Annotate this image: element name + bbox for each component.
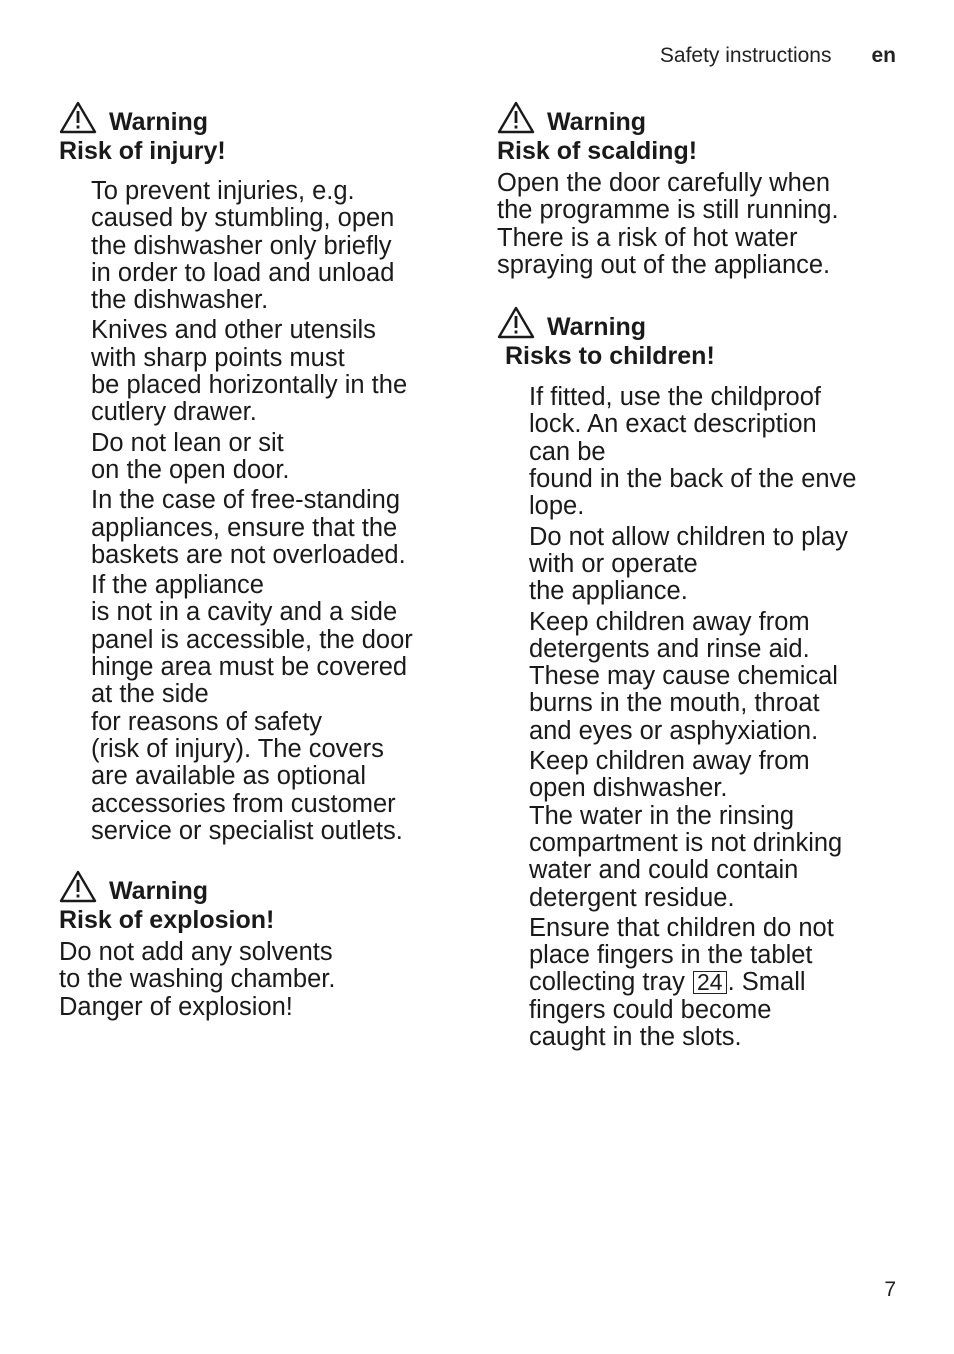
text-line: If fitted, use the childproof — [529, 383, 822, 412]
list-item — [91, 178, 459, 314]
risk-of-scalding-title: Risk of scalding! — [497, 137, 698, 165]
warning-triangle-icon — [59, 101, 97, 134]
language-code: en — [871, 44, 896, 67]
risk-of-injury-title: Risk of injury! — [59, 137, 226, 165]
text-line: (risk of injury). The covers — [91, 734, 384, 763]
text-line: Do not lean or sit — [91, 428, 284, 457]
warning-heading — [497, 98, 917, 134]
text-line: There is a risk of hot water — [497, 223, 798, 252]
list-item — [91, 487, 459, 569]
list-item — [91, 317, 459, 426]
text-line: Danger of explosion! — [59, 992, 293, 1021]
text-line: open dishwasher. — [529, 774, 728, 803]
text-line: with sharp points must — [91, 343, 345, 372]
text-line: accessories from customer — [91, 789, 396, 818]
children-instructions — [497, 384, 917, 1051]
text-line: burns in the mouth, throat — [529, 689, 820, 718]
text-line: with or operate — [529, 549, 698, 578]
text-line: Knives and other utensils — [91, 316, 376, 345]
text-line: the appliance. — [529, 577, 688, 606]
text-fragment: collecting tray — [529, 968, 692, 997]
text-fragment: . Small — [727, 968, 806, 997]
children-warning-block — [497, 303, 917, 1051]
text-line: In the case of free-standing — [91, 486, 401, 515]
text-line: can be — [529, 437, 606, 466]
text-line: on the open door. — [91, 455, 290, 484]
right-column — [497, 98, 917, 1054]
risks-to-children-title: Risks to children! — [505, 342, 715, 371]
warning-heading — [59, 867, 459, 906]
warning-label: Warning — [109, 108, 209, 136]
text-line: place fingers in the tablet — [529, 941, 813, 970]
text-line: To prevent injuries, e.g. — [91, 177, 355, 205]
left-column — [59, 98, 459, 1021]
page-number: 7 — [884, 1278, 896, 1301]
warning-triangle-icon — [59, 870, 97, 903]
text-line: be placed horizontally in the — [91, 371, 408, 400]
warning-heading — [497, 303, 917, 342]
list-item — [91, 572, 459, 845]
text-line: compartment is not drinking — [529, 828, 843, 857]
text-line: Keep children away from — [529, 607, 810, 636]
explosion-warning-block — [59, 867, 459, 1021]
text-line: the dishwasher. — [91, 286, 269, 315]
text-line: lock. An exact description — [529, 410, 817, 439]
text-line: Ensure that children do not — [529, 913, 834, 942]
text-line: the programme is still running. — [497, 196, 839, 225]
text-line: and eyes or asphyxiation. — [529, 716, 819, 745]
text-line: The water in the rinsing — [529, 801, 795, 830]
warning-triangle-icon — [497, 306, 535, 339]
warning-label: Warning — [547, 313, 647, 342]
text-line — [529, 969, 917, 996]
list-item — [529, 384, 917, 520]
text-line: to the washing chamber. — [59, 965, 336, 994]
text-line: Do not allow children to play — [529, 522, 848, 551]
text-line: water and could contain — [529, 856, 799, 885]
text-line: lope. — [529, 492, 585, 521]
text-line: at the side — [91, 680, 209, 709]
text-line: detergents and rinse aid. — [529, 634, 810, 663]
warning-triangle-icon — [497, 101, 535, 134]
text-line: hinge area must be covered — [91, 653, 408, 682]
text-line: is not in a cavity and a side — [91, 598, 398, 627]
warning-heading — [59, 98, 459, 134]
text-line: caught in the slots. — [529, 1023, 742, 1052]
list-item — [529, 915, 917, 1051]
injury-warning-block — [59, 98, 459, 845]
text-line: in order to load and unload — [91, 258, 395, 287]
warning-label: Warning — [547, 108, 647, 136]
list-item — [529, 609, 917, 745]
text-line: These may cause chemical — [529, 662, 838, 691]
warning-label: Warning — [109, 877, 209, 906]
text-line: Open the door carefully when — [497, 169, 831, 197]
section-title: Safety instructions — [659, 44, 832, 67]
text-line: appliances, ensure that the — [91, 513, 398, 542]
text-line: found in the back of the enve — [529, 465, 857, 494]
text-line: caused by stumbling, open — [91, 204, 395, 233]
text-line: for reasons of safety — [91, 707, 323, 736]
text-line: fingers could become — [529, 995, 772, 1024]
text-line: the dishwasher only briefly — [91, 231, 392, 260]
explosion-instructions — [59, 939, 459, 1021]
text-line: service or specialist outlets. — [91, 816, 403, 845]
text-line: Keep children away from — [529, 747, 810, 776]
scalding-instructions — [497, 170, 917, 279]
risk-of-explosion-title: Risk of explosion! — [59, 906, 275, 935]
text-line: baskets are not overloaded. — [91, 540, 406, 569]
page-header — [660, 44, 896, 68]
text-line: spraying out of the appliance. — [497, 250, 831, 279]
text-line: Do not add any solvents — [59, 938, 333, 967]
injury-instructions — [59, 178, 459, 845]
text-line: panel is accessible, the door — [91, 625, 413, 654]
text-line: cutlery drawer. — [91, 398, 257, 427]
list-item — [529, 524, 917, 606]
scalding-warning-block — [497, 98, 917, 279]
text-line: detergent residue. — [529, 883, 735, 912]
text-line: If the appliance — [91, 571, 264, 600]
text-line: are available as optional — [91, 762, 367, 791]
list-item — [91, 430, 459, 485]
tray-reference-number: 24 — [693, 971, 727, 994]
list-item — [529, 748, 917, 912]
